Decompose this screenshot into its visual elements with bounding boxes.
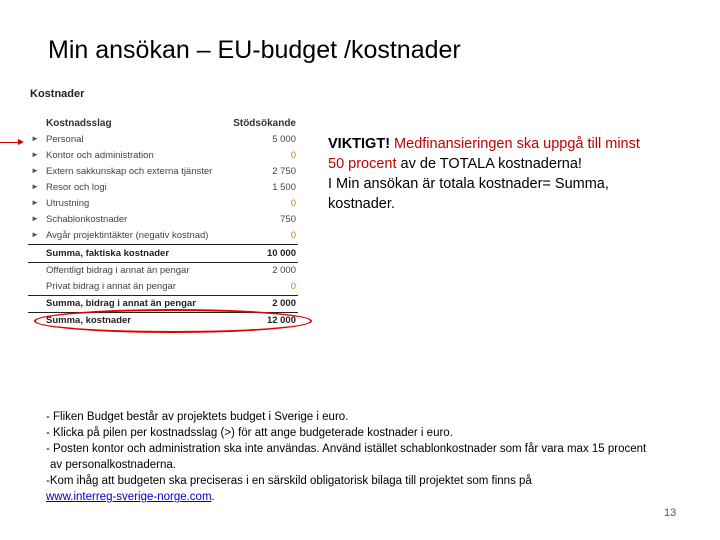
cost-row-value: 10 000 xyxy=(266,248,296,259)
cost-row-value: 2 000 xyxy=(272,298,296,309)
important-notice xyxy=(328,134,708,214)
interreg-link[interactable]: www.interreg-sverige-norge.com xyxy=(46,491,212,503)
notice-text-1: Medfinansieringen ska uppgå till minst xyxy=(390,136,640,152)
note-line: - Posten kontor och administration ska inte användas. Använd istället schablonkostnader som får vara max 15 procent xyxy=(46,443,647,455)
cost-row-label: Summa, kostnader xyxy=(46,315,131,326)
page-number: 13 xyxy=(664,507,677,519)
cost-row-label: Kontor och administration xyxy=(46,150,154,161)
note-line: av personalkostnaderna. xyxy=(50,459,176,471)
cost-row-personal[interactable] xyxy=(28,134,298,148)
notice-important-label: VIKTIGT! xyxy=(328,136,391,152)
note-link-line xyxy=(46,489,716,505)
note-line: - Klicka på pilen per kostnadsslag (>) för att ange budgeterade kostnader i euro. xyxy=(46,427,453,439)
note-line: -Kom ihåg att budgeten ska preciseras i en särskild obligatorisk bilaga till projektet som finns på xyxy=(46,475,532,487)
link-suffix: . xyxy=(211,491,215,503)
instruction-notes xyxy=(46,409,716,505)
notice-line-1 xyxy=(328,134,708,154)
cost-row-label: Utrustning xyxy=(46,198,90,209)
cost-row-label: Summa, bidrag i annat än pengar xyxy=(46,298,196,309)
cost-row-value: 5 000 xyxy=(272,134,296,145)
cost-row-external-expertise[interactable] xyxy=(28,166,298,180)
expand-arrow-icon[interactable]: ► xyxy=(31,198,39,207)
cost-row-label: Schablonkostnader xyxy=(46,214,128,225)
cost-row-label: Personal xyxy=(46,134,84,145)
costs-panel xyxy=(28,88,306,326)
red-pointer-arrow-line xyxy=(0,142,20,143)
cost-row-sum-actual xyxy=(28,248,298,263)
cost-row-label: Offentligt bidrag i annat än pengar xyxy=(46,265,190,276)
cost-row-private-in-kind xyxy=(28,281,298,296)
cost-row-equipment[interactable] xyxy=(28,198,298,212)
cost-row-value: 1 500 xyxy=(272,182,296,193)
col-header-applicant: Stödsökande xyxy=(233,118,296,129)
expand-arrow-icon[interactable]: ► xyxy=(31,230,39,239)
expand-arrow-icon[interactable]: ► xyxy=(31,166,39,175)
cost-row-office-admin[interactable] xyxy=(28,150,298,164)
cost-row-label: Privat bidrag i annat än pengar xyxy=(46,281,176,292)
notice-highlight: 50 procent xyxy=(328,156,397,172)
notice-line-2 xyxy=(328,154,708,174)
expand-arrow-icon[interactable]: ► xyxy=(31,214,39,223)
cost-row-value: 2 750 xyxy=(272,166,296,177)
cost-row-label: Summa, faktiska kostnader xyxy=(46,248,170,259)
expand-arrow-icon[interactable]: ► xyxy=(31,134,39,143)
cost-row-value: 2 000 xyxy=(272,265,296,276)
cost-row-value: 0 xyxy=(290,230,296,241)
cost-row-label: Extern sakkunskap och externa tjänster xyxy=(46,166,213,177)
expand-arrow-icon[interactable]: ► xyxy=(31,150,39,159)
cost-row-flat-rate[interactable] xyxy=(28,214,298,228)
cost-row-label: Avgår projektintäkter (negativ kostnad) xyxy=(46,230,209,241)
costs-panel-title: Kostnader xyxy=(30,88,85,100)
cost-row-public-in-kind xyxy=(28,265,298,279)
cost-row-value: 12 000 xyxy=(266,315,296,326)
cost-row-travel[interactable] xyxy=(28,182,298,196)
cost-row-label: Resor och logi xyxy=(46,182,107,193)
notice-line-3: I Min ansökan är totala kostnader= Summa, xyxy=(328,176,609,192)
notice-text-2: av de TOTALA kostnaderna! xyxy=(396,156,582,172)
cost-row-value: 0 xyxy=(290,281,296,292)
cost-row-value: 750 xyxy=(280,214,296,225)
red-pointer-arrow-icon xyxy=(18,139,24,145)
slide-title: Min ansökan – EU-budget /kostnader xyxy=(48,36,461,64)
notice-line-4: kostnader. xyxy=(328,196,395,212)
expand-arrow-icon[interactable]: ► xyxy=(31,182,39,191)
total-highlight-ellipse xyxy=(34,309,312,333)
note-line: - Fliken Budget består av projektets budget i Sverige i euro. xyxy=(46,411,349,423)
cost-row-value: 0 xyxy=(290,198,296,209)
cost-row-value: 0 xyxy=(290,150,296,161)
cost-row-project-income[interactable] xyxy=(28,230,298,245)
col-header-cost-type: Kostnadsslag xyxy=(46,118,112,129)
